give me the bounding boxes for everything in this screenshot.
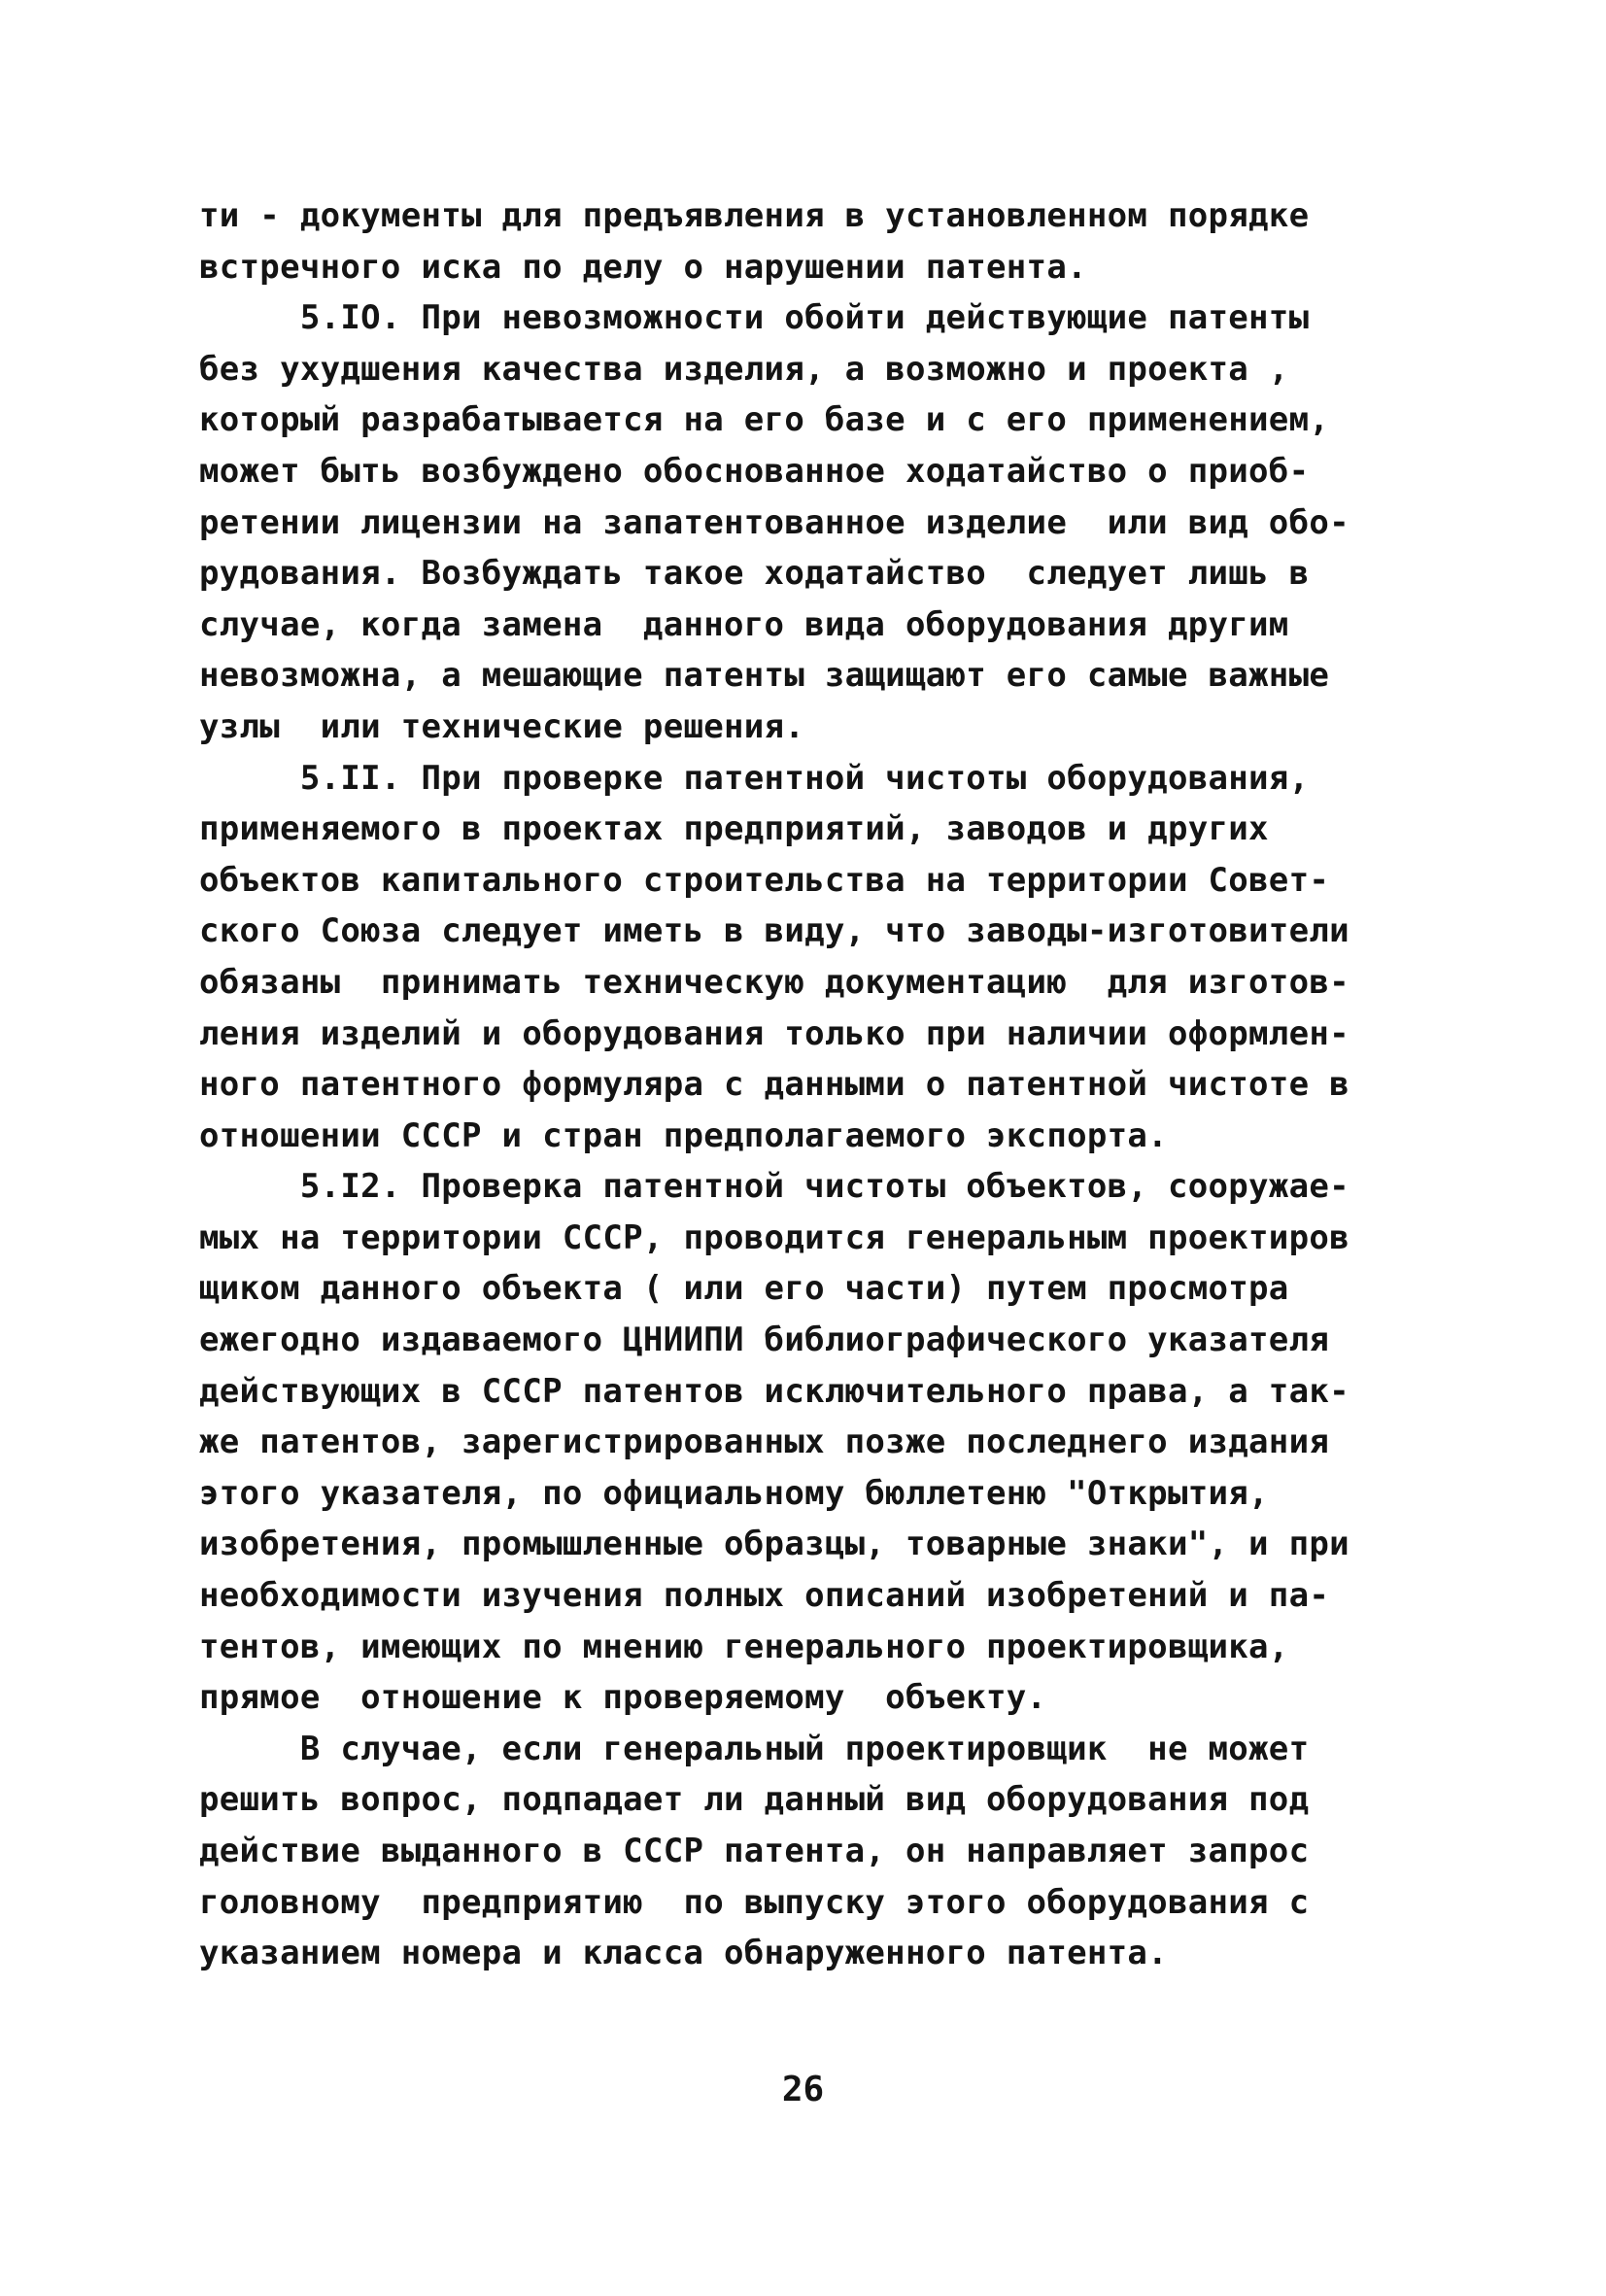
text-line: ежегодно издаваемого ЦНИИПИ библиографического указателя <box>199 1320 1330 1360</box>
paragraph-5-12-start: 5.I2. Проверка патентной чистоты объектов, сооружае- <box>199 1167 1350 1207</box>
text-line: который разрабатывается на его базе и с его применением, <box>199 400 1330 440</box>
text-line: прямое отношение к проверяемому объекту. <box>199 1678 1047 1718</box>
text-line: объектов капитального строительства на территории Совет- <box>199 860 1330 900</box>
text-line: головному предприятию по выпуску этого оборудования с <box>199 1882 1310 1922</box>
text-line: щиком данного объекта ( или его части) путем просмотра <box>199 1269 1289 1309</box>
text-line: решить вопрос, подпадает ли данный вид оборудования под <box>199 1780 1310 1820</box>
page-number: 26 <box>781 2070 825 2109</box>
text-line: отношении СССР и стран предполагаемого экспорта. <box>199 1115 1168 1155</box>
text-line: может быть возбуждено обоснованное ходатайство о приоб- <box>199 451 1310 491</box>
paragraph-5-10-start: 5.IO. При невозможности обойти действующие патенты <box>199 298 1310 338</box>
text-line: узлы или технические решения. <box>199 706 805 746</box>
text-line: этого указателя, по официальному бюллетеню "Открытия, <box>199 1473 1269 1513</box>
text-line: встречного иска по делу о нарушении патента. <box>199 247 1087 287</box>
text-line: применяемого в проектах предприятий, заводов и других <box>199 809 1269 849</box>
text-line: действующих в СССР патентов исключительного права, а так- <box>199 1371 1350 1411</box>
text-line: мых на территории СССР, проводится генеральным проектиров <box>199 1217 1350 1257</box>
paragraph-general-designer-start: В случае, если генеральный проектировщик не может <box>199 1729 1310 1768</box>
text-line: ретении лицензии на запатентованное изделие или вид обо- <box>199 502 1350 542</box>
text-line: необходимости изучения полных описаний изобретений и па- <box>199 1576 1330 1616</box>
text-line: ского Союза следует иметь в виду, что заводы-изготовители <box>199 911 1350 951</box>
text-line: ного патентного формуляра с данными о патентной чистоте в <box>199 1065 1350 1105</box>
body-text <box>199 190 1404 1979</box>
text-line: невозможна, а мешающие патенты защищают его самые важные <box>199 656 1330 696</box>
text-line: тентов, имеющих по мнению генерального проектировщика, <box>199 1627 1289 1666</box>
text-line: без ухудшения качества изделия, а возможно и проекта , <box>199 349 1289 389</box>
text-line: рудования. Возбуждать такое ходатайство следует лишь в <box>199 554 1310 594</box>
text-line: обязаны принимать техническую документацию для изготов- <box>199 962 1350 1002</box>
text-line: действие выданного в СССР патента, он направляет запрос <box>199 1832 1310 1870</box>
paragraph-5-11-start: 5.II. При проверке патентной чистоты оборудования, <box>199 758 1310 798</box>
text-line: же патентов, зарегистрированных позже последнего издания <box>199 1422 1330 1462</box>
text-line: изобретения, промышленные образцы, товарные знаки", и при <box>199 1525 1350 1564</box>
text-line: ления изделий и оборудования только при наличии оформлен- <box>199 1013 1350 1053</box>
text-line: ти - документы для предъявления в установленном порядке <box>199 196 1310 235</box>
text-line: указанием номера и класса обнаруженного патента. <box>199 1934 1168 1973</box>
text-line: случае, когда замена данного вида оборудования другим <box>199 604 1289 644</box>
